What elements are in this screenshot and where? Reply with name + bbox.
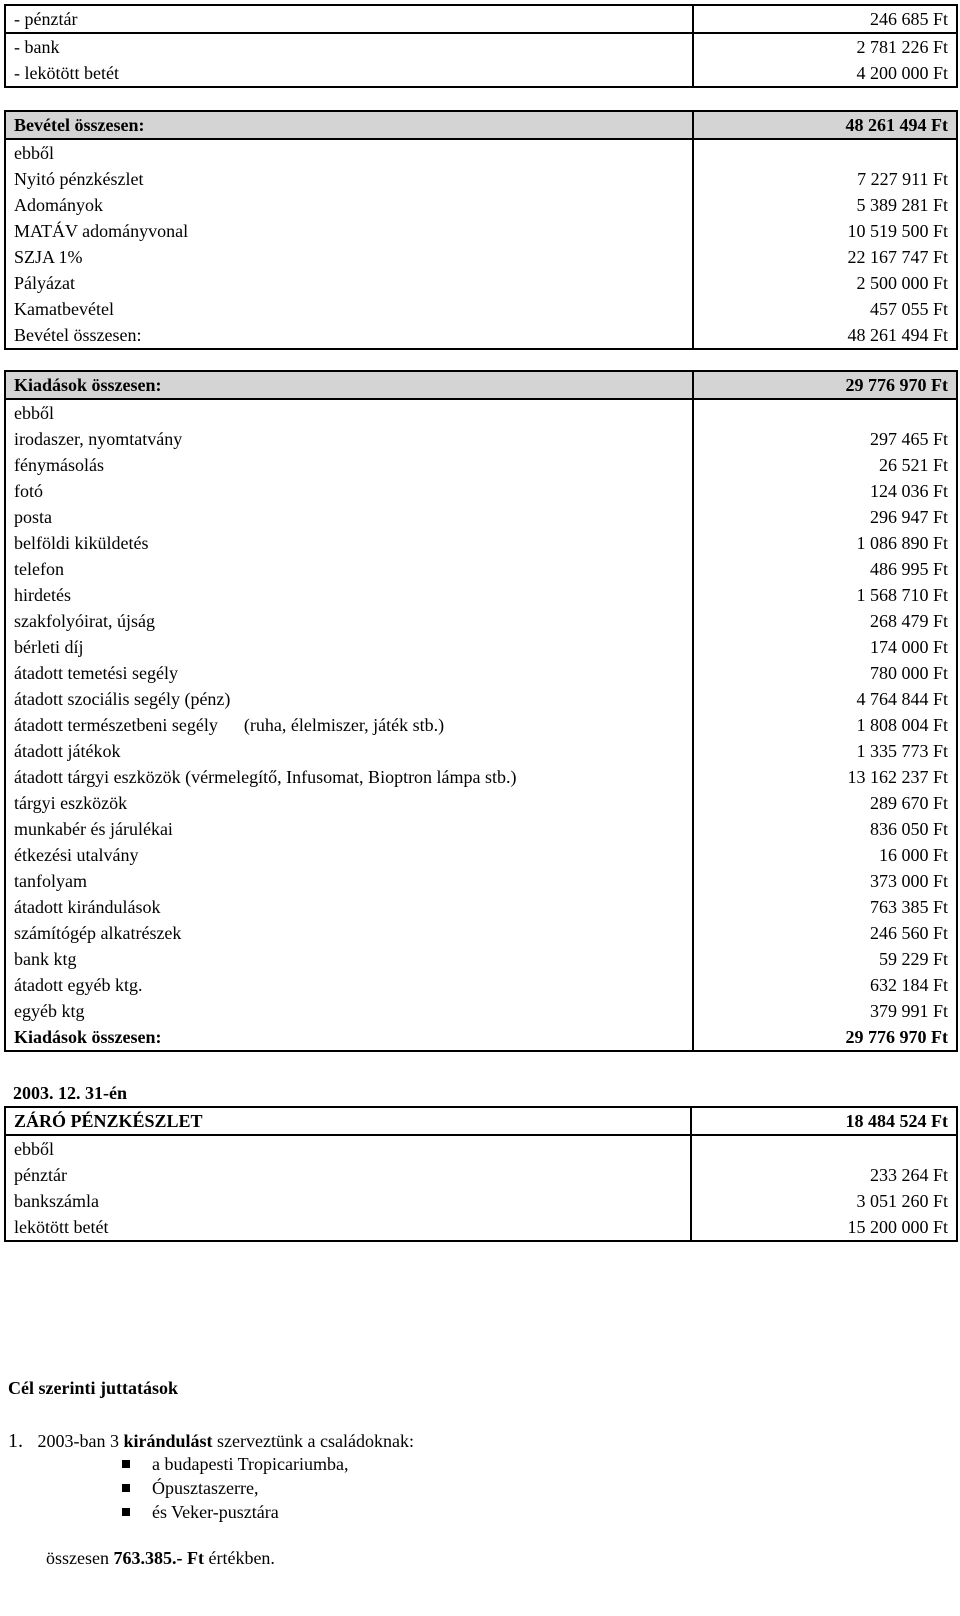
balance-label: - bank	[5, 33, 693, 60]
expense-row-value: 174 000 Ft	[693, 634, 957, 660]
expense-row-value: 1 335 773 Ft	[693, 738, 957, 764]
expense-row-value: 632 184 Ft	[693, 972, 957, 998]
income-row-label: SZJA 1%	[5, 244, 693, 270]
closing-row-value: 15 200 000 Ft	[691, 1214, 957, 1241]
income-row-label: Pályázat	[5, 270, 693, 296]
section-title: Cél szerinti juttatások	[8, 1378, 178, 1398]
income-row-value: 10 519 500 Ft	[693, 218, 957, 244]
income-row-value: 2 500 000 Ft	[693, 270, 957, 296]
expense-row-label: fotó	[5, 478, 693, 504]
expense-row-label: tanfolyam	[5, 868, 693, 894]
income-table	[4, 110, 958, 350]
expenses-header-value: 29 776 970 Ft	[693, 371, 957, 399]
expense-row-label: posta	[5, 504, 693, 530]
expense-row-label: irodaszer, nyomtatvány	[5, 426, 693, 452]
summary-amount: 763.385.- Ft	[113, 1548, 204, 1568]
expense-row-value: 124 036 Ft	[693, 478, 957, 504]
list-item-text-pre: 2003-ban 3	[37, 1431, 124, 1451]
expense-row-label: tárgyi eszközök	[5, 790, 693, 816]
expense-row-value: 836 050 Ft	[693, 816, 957, 842]
balance-value: 246 685 Ft	[693, 5, 957, 33]
income-total-label: Bevétel összesen:	[5, 322, 693, 349]
bullet-text: a budapesti Tropicariumba,	[152, 1454, 349, 1474]
expense-row-label: bank ktg	[5, 946, 693, 972]
expense-row-value: 486 995 Ft	[693, 556, 957, 582]
closing-row-label: lekötött betét	[5, 1214, 691, 1241]
expense-row-label: átadott játékok	[5, 738, 693, 764]
expense-row-label: átadott szociális segély (pénz)	[5, 686, 693, 712]
expense-row-value: 59 229 Ft	[693, 946, 957, 972]
balance-label: - pénztár	[5, 5, 693, 33]
opening-balance-table	[4, 4, 958, 88]
bullet-text: Ópusztaszerre,	[152, 1478, 259, 1498]
expense-row-label: számítógép alkatrészek	[5, 920, 693, 946]
income-header-label: Bevétel összesen:	[5, 111, 693, 139]
square-bullet-icon	[122, 1460, 130, 1468]
expense-row-label: belföldi kiküldetés	[5, 530, 693, 556]
list-item-text-post: szerveztünk a családoknak:	[212, 1431, 414, 1451]
list-item	[8, 1430, 414, 1453]
closing-date: 2003. 12. 31-én	[13, 1083, 127, 1103]
expense-row-value: 4 764 844 Ft	[693, 686, 957, 712]
income-row-label: Nyitó pénzkészlet	[5, 166, 693, 192]
closing-row-label: bankszámla	[5, 1188, 691, 1214]
expense-row-label: átadott egyéb ktg.	[5, 972, 693, 998]
square-bullet-icon	[122, 1508, 130, 1516]
expense-row-label: átadott tárgyi eszközök (vérmelegítő, Infusomat, Bioptron lámpa stb.)	[5, 764, 693, 790]
expense-row-value: 268 479 Ft	[693, 608, 957, 634]
expense-row-label: bérleti díj	[5, 634, 693, 660]
expense-row-value: 26 521 Ft	[693, 452, 957, 478]
closing-row-value: 3 051 260 Ft	[691, 1188, 957, 1214]
expense-row-label: átadott kirándulások	[5, 894, 693, 920]
expense-row-label: telefon	[5, 556, 693, 582]
closing-balance-table	[4, 1080, 958, 1242]
square-bullet-icon	[122, 1484, 130, 1492]
bullet-text: és Veker-pusztára	[152, 1502, 279, 1522]
expense-row-value: 379 991 Ft	[693, 998, 957, 1024]
list-item-number: 1.	[8, 1430, 23, 1452]
expense-row-label: egyéb ktg	[5, 998, 693, 1024]
summary-line	[46, 1548, 275, 1569]
income-row-label: Kamatbevétel	[5, 296, 693, 322]
expense-row-label	[5, 712, 693, 738]
income-header-value: 48 261 494 Ft	[693, 111, 957, 139]
expenses-total-label: Kiadások összesen:	[5, 1024, 693, 1051]
income-total-value: 48 261 494 Ft	[693, 322, 957, 349]
expenses-table	[4, 370, 958, 1052]
income-row-value: 457 055 Ft	[693, 296, 957, 322]
expenses-total-value: 29 776 970 Ft	[693, 1024, 957, 1051]
list-item-text-bold: kirándulást	[123, 1431, 213, 1451]
summary-post: értékben.	[203, 1548, 275, 1568]
expense-row-label: hirdetés	[5, 582, 693, 608]
closing-row-label: pénztár	[5, 1162, 691, 1188]
income-row-label: Adományok	[5, 192, 693, 218]
expenses-header-label: Kiadások összesen:	[5, 371, 693, 399]
income-row-label: MATÁV adományvonal	[5, 218, 693, 244]
expense-row-label: fénymásolás	[5, 452, 693, 478]
income-row-value: 5 389 281 Ft	[693, 192, 957, 218]
expense-row-label-main: átadott természetbeni segély	[14, 715, 218, 735]
expense-row-label: szakfolyóirat, újság	[5, 608, 693, 634]
summary-pre: összesen	[46, 1548, 114, 1568]
expense-row-label: étkezési utalvány	[5, 842, 693, 868]
bullet-item	[122, 1502, 279, 1523]
balance-value: 2 781 226 Ft	[693, 33, 957, 60]
balance-label: - lekötött betét	[5, 60, 693, 87]
closing-title: ZÁRÓ PÉNZKÉSZLET	[5, 1107, 691, 1135]
bullet-item	[122, 1478, 258, 1499]
expense-row-value: 763 385 Ft	[693, 894, 957, 920]
expense-row-value: 1 808 004 Ft	[693, 712, 957, 738]
expense-row-value: 1 086 890 Ft	[693, 530, 957, 556]
expense-row-value: 373 000 Ft	[693, 868, 957, 894]
expenses-ebbol-label: ebből	[5, 399, 693, 426]
closing-ebbol-label: ebből	[5, 1135, 691, 1162]
expense-row-label: munkabér és járulékai	[5, 816, 693, 842]
bullet-item	[122, 1454, 348, 1475]
closing-title-value: 18 484 524 Ft	[691, 1107, 957, 1135]
expense-row-value: 13 162 237 Ft	[693, 764, 957, 790]
expense-row-value: 1 568 710 Ft	[693, 582, 957, 608]
balance-value: 4 200 000 Ft	[693, 60, 957, 87]
expense-row-value: 296 947 Ft	[693, 504, 957, 530]
expense-row-label-detail: (ruha, élelmiszer, játék stb.)	[243, 715, 445, 735]
closing-row-value: 233 264 Ft	[691, 1162, 957, 1188]
income-ebbol-label: ebből	[5, 139, 693, 166]
expense-row-value: 780 000 Ft	[693, 660, 957, 686]
expense-row-value: 297 465 Ft	[693, 426, 957, 452]
expense-row-value: 16 000 Ft	[693, 842, 957, 868]
expense-row-value: 289 670 Ft	[693, 790, 957, 816]
income-row-value: 22 167 747 Ft	[693, 244, 957, 270]
expense-row-label: átadott temetési segély	[5, 660, 693, 686]
expense-row-value: 246 560 Ft	[693, 920, 957, 946]
income-row-value: 7 227 911 Ft	[693, 166, 957, 192]
